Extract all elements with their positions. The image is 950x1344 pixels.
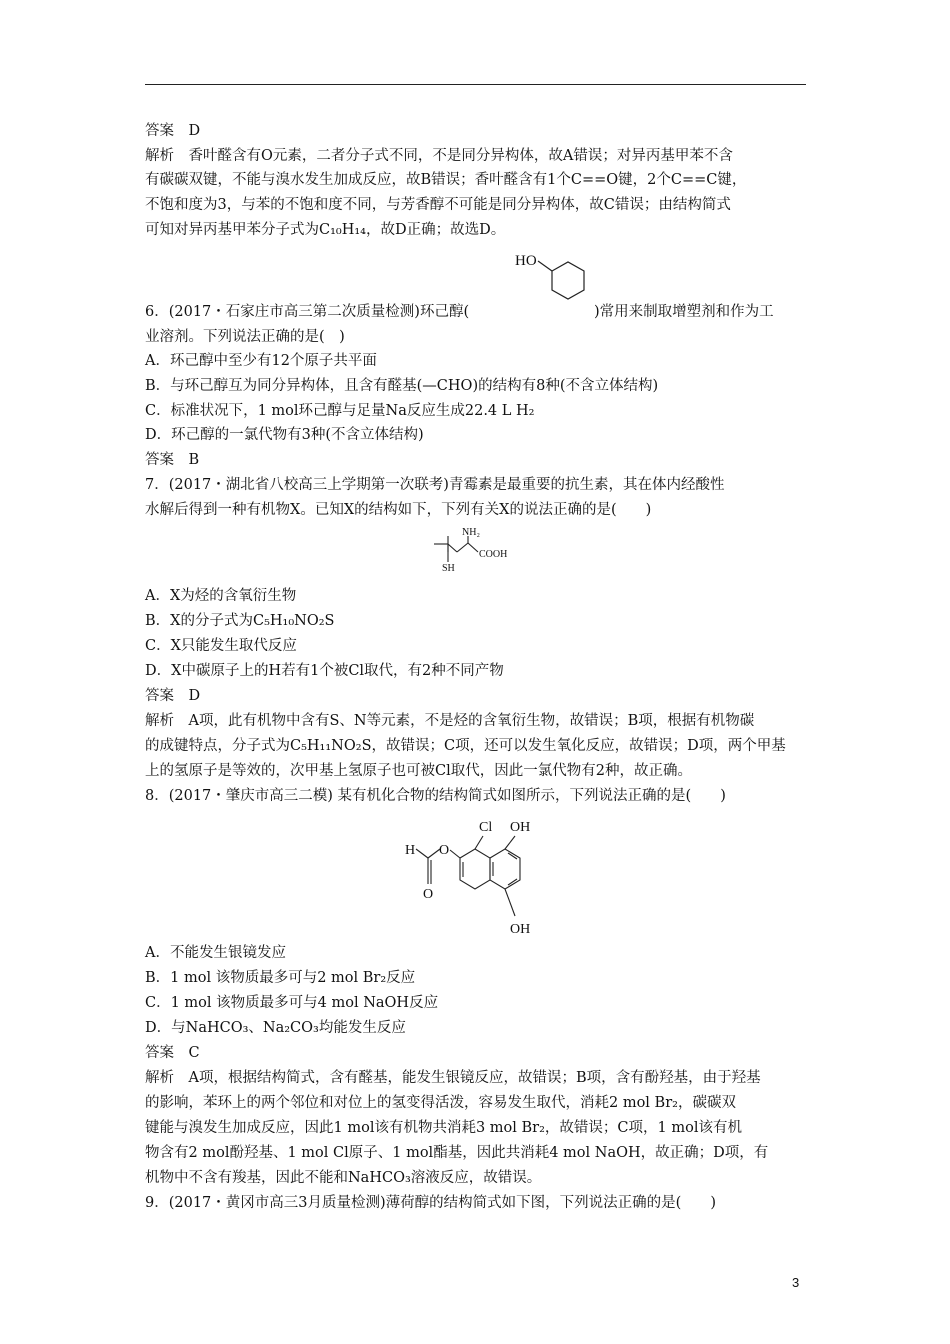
compound-x-thiol-label: SH — [442, 563, 455, 574]
q6-stem-part1: 6．(2017・石家庄市高三第二次质量检测)环己醇( — [145, 304, 470, 320]
q8-struct-oh-top-label: OH — [510, 820, 531, 835]
q9-stem-line1: 9．(2017・黄冈市高三3月质量检测)薄荷醇的结构简式如下图，下列说法正确的是( ) — [145, 1195, 716, 1211]
q8-answer: 答案 C — [145, 1045, 200, 1061]
q5-answer: 答案 D — [145, 123, 201, 139]
compound-x-acid-label: COOH — [479, 549, 508, 560]
q7-option-c: C．X只能发生取代反应 — [145, 638, 297, 654]
q7-option-a: A．X为烃的含氧衍生物 — [145, 588, 297, 604]
q8-struct-ester-o-label: O — [439, 843, 450, 858]
q7-option-b: B．X的分子式为C₅H₁₀NO₂S — [145, 613, 335, 629]
q8-analysis-line: 机物中不含有羧基，因此不能和NaHCO₃溶液反应，故错误。 — [145, 1170, 542, 1186]
q8-option-d: D．与NaHCO₃、Na₂CO₃均能发生反应 — [145, 1020, 406, 1036]
q6-option-b: B．与环己醇互为同分异构体，且含有醛基(—CHO)的结构有8种(不含立体结构) — [145, 378, 659, 394]
q7-analysis-line: 解析 A项，此有机物中含有S、N等元素，不是烃的含氧衍生物，故错误；B项，根据有机物碳 — [145, 713, 755, 729]
cyclohexanol-ho-label: HO — [515, 253, 537, 269]
q7-analysis-line: 上的氢原子是等效的，次甲基上氢原子也可被Cl取代，因此一氯代物有2种，故正确。 — [145, 763, 692, 779]
q8-analysis-line: 物含有2 mol酚羟基、1 mol Cl原子、1 mol酯基，因此共消耗4 mol NaOH，故正确；D项，有 — [145, 1145, 769, 1161]
q8-struct-oh-bottom-label: OH — [510, 922, 531, 937]
q7-answer: 答案 D — [145, 688, 201, 704]
q5-analysis-line: 可知对异丙基甲苯分子式为C₁₀H₁₄，故D正确；故选D。 — [145, 222, 506, 238]
q7-analysis-line: 的成键特点，分子式为C₅H₁₁NO₂S，故错误；C项，还可以发生氧化反应，故错误；D项，两个甲基 — [145, 738, 786, 754]
q5-analysis-line: 有碳碳双键，不能与溴水发生加成反应，故B错误；香叶醛含有1个C==O键，2个C==C键， — [145, 172, 747, 188]
q6-option-d: D．环己醇的一氯代物有3种(不含立体结构) — [145, 427, 424, 443]
q8-analysis-line: 的影响，苯环上的两个邻位和对位上的氢变得活泼，容易发生取代，消耗2 mol Br₂，碳碳双 — [145, 1095, 736, 1111]
q6-stem-part2: )常用来制取增塑剂和作为工 — [594, 304, 774, 320]
q8-option-c: C．1 mol 该物质最多可与4 mol NaOH反应 — [145, 995, 439, 1011]
q8-structure — [395, 810, 555, 940]
q7-stem-line2: 水解后得到一种有机物X。已知X的结构如下，下列有关X的说法正确的是( ) — [145, 502, 652, 518]
q5-analysis-line: 解析 香叶醛含有O元素，二者分子式不同，不是同分异构体，故A错误；对异丙基甲苯不含 — [145, 148, 733, 164]
q7-stem-line1: 7．(2017・湖北省八校高三上学期第一次联考)青霉素是最重要的抗生素，其在体内经酸性 — [145, 477, 725, 493]
q6-option-c: C．标准状况下，1 mol环己醇与足量Na反应生成22.4 L H₂ — [145, 403, 535, 419]
q8-analysis-line: 解析 A项，根据结构简式，含有醛基，能发生银镜反应，故错误；B项，含有酚羟基，由于羟基 — [145, 1070, 761, 1086]
q8-stem-line1: 8．(2017・肇庆市高三二模) 某有机化合物的结构简式如图所示，下列说法正确的是( ) — [145, 788, 726, 804]
q8-option-a: A．不能发生银镜发应 — [145, 945, 286, 961]
compound-x-structure — [428, 526, 528, 586]
q8-struct-cl-label: Cl — [479, 820, 493, 835]
q6-stem-line2: 业溶剂。下列说法正确的是( ) — [145, 329, 345, 345]
q5-analysis-line: 不饱和度为3，与苯的不饱和度不同，与芳香醇不可能是同分异构体，故C错误；由结构简式 — [145, 197, 731, 213]
q7-option-d: D．X中碳原子上的H若有1个被Cl取代，有2种不同产物 — [145, 663, 504, 679]
q6-answer: 答案 B — [145, 452, 200, 468]
q8-option-b: B．1 mol 该物质最多可与2 mol Br₂反应 — [145, 970, 416, 986]
q6-option-a: A．环己醇中至少有12个原子共平面 — [145, 353, 377, 369]
q8-analysis-line: 键能与溴发生加成反应，因此1 mol该有机物共消耗3 mol Br₂，故错误；C项，1 mol该有机 — [145, 1120, 742, 1136]
header-rule — [145, 84, 806, 85]
compound-x-amine-label: NH₂ — [462, 527, 480, 538]
q8-struct-h-label: H — [405, 843, 416, 858]
page-number: 3 — [792, 1275, 800, 1290]
q8-struct-carbonyl-o-label: O — [423, 887, 434, 902]
